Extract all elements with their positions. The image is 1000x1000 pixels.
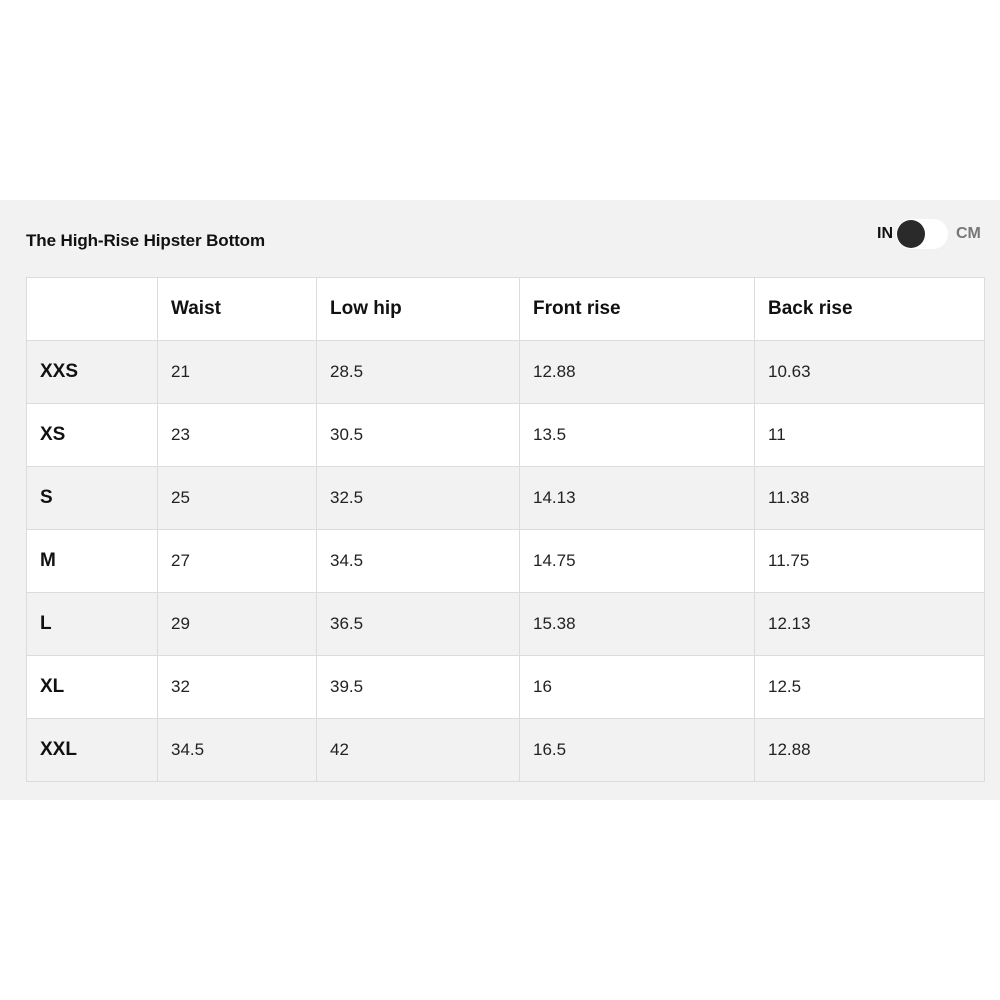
unit-label-in[interactable]: IN xyxy=(877,225,893,242)
back-rise-cell: 11.38 xyxy=(755,467,985,530)
waist-cell: 23 xyxy=(158,404,317,467)
table-row xyxy=(27,467,985,530)
table-header-row xyxy=(27,278,985,341)
front-rise-cell: 13.5 xyxy=(520,404,755,467)
size-label: XS xyxy=(27,404,158,467)
back-rise-cell: 12.88 xyxy=(755,719,985,782)
switch-knob xyxy=(897,220,925,248)
unit-label-cm[interactable]: CM xyxy=(956,225,981,242)
low-hip-cell: 30.5 xyxy=(317,404,520,467)
waist-cell: 21 xyxy=(158,341,317,404)
front-rise-cell: 16.5 xyxy=(520,719,755,782)
size-label: XXS xyxy=(27,341,158,404)
table-row xyxy=(27,656,985,719)
waist-cell: 29 xyxy=(158,593,317,656)
size-label: XXL xyxy=(27,719,158,782)
header-cell-size xyxy=(27,278,158,341)
back-rise-cell: 10.63 xyxy=(755,341,985,404)
size-label: L xyxy=(27,593,158,656)
low-hip-cell: 28.5 xyxy=(317,341,520,404)
waist-cell: 34.5 xyxy=(158,719,317,782)
size-table xyxy=(26,277,985,782)
low-hip-cell: 34.5 xyxy=(317,530,520,593)
unit-switch[interactable] xyxy=(896,219,948,249)
low-hip-cell: 32.5 xyxy=(317,467,520,530)
waist-cell: 32 xyxy=(158,656,317,719)
front-rise-cell: 14.75 xyxy=(520,530,755,593)
unit-toggle xyxy=(876,218,988,252)
front-rise-cell: 12.88 xyxy=(520,341,755,404)
back-rise-cell: 11.75 xyxy=(755,530,985,593)
table-row xyxy=(27,341,985,404)
back-rise-cell: 12.5 xyxy=(755,656,985,719)
size-label: XL xyxy=(27,656,158,719)
front-rise-cell: 16 xyxy=(520,656,755,719)
header-cell-waist: Waist xyxy=(158,278,317,341)
header-cell-back-rise: Back rise xyxy=(755,278,985,341)
table-row xyxy=(27,719,985,782)
low-hip-cell: 36.5 xyxy=(317,593,520,656)
size-label: M xyxy=(27,530,158,593)
product-title: The High-Rise Hipster Bottom xyxy=(26,231,265,250)
waist-cell: 25 xyxy=(158,467,317,530)
back-rise-cell: 11 xyxy=(755,404,985,467)
low-hip-cell: 39.5 xyxy=(317,656,520,719)
table-row xyxy=(27,593,985,656)
waist-cell: 27 xyxy=(158,530,317,593)
back-rise-cell: 12.13 xyxy=(755,593,985,656)
low-hip-cell: 42 xyxy=(317,719,520,782)
header-cell-front-rise: Front rise xyxy=(520,278,755,341)
table-row xyxy=(27,404,985,467)
front-rise-cell: 15.38 xyxy=(520,593,755,656)
size-label: S xyxy=(27,467,158,530)
header-cell-low-hip: Low hip xyxy=(317,278,520,341)
table-row xyxy=(27,530,985,593)
front-rise-cell: 14.13 xyxy=(520,467,755,530)
